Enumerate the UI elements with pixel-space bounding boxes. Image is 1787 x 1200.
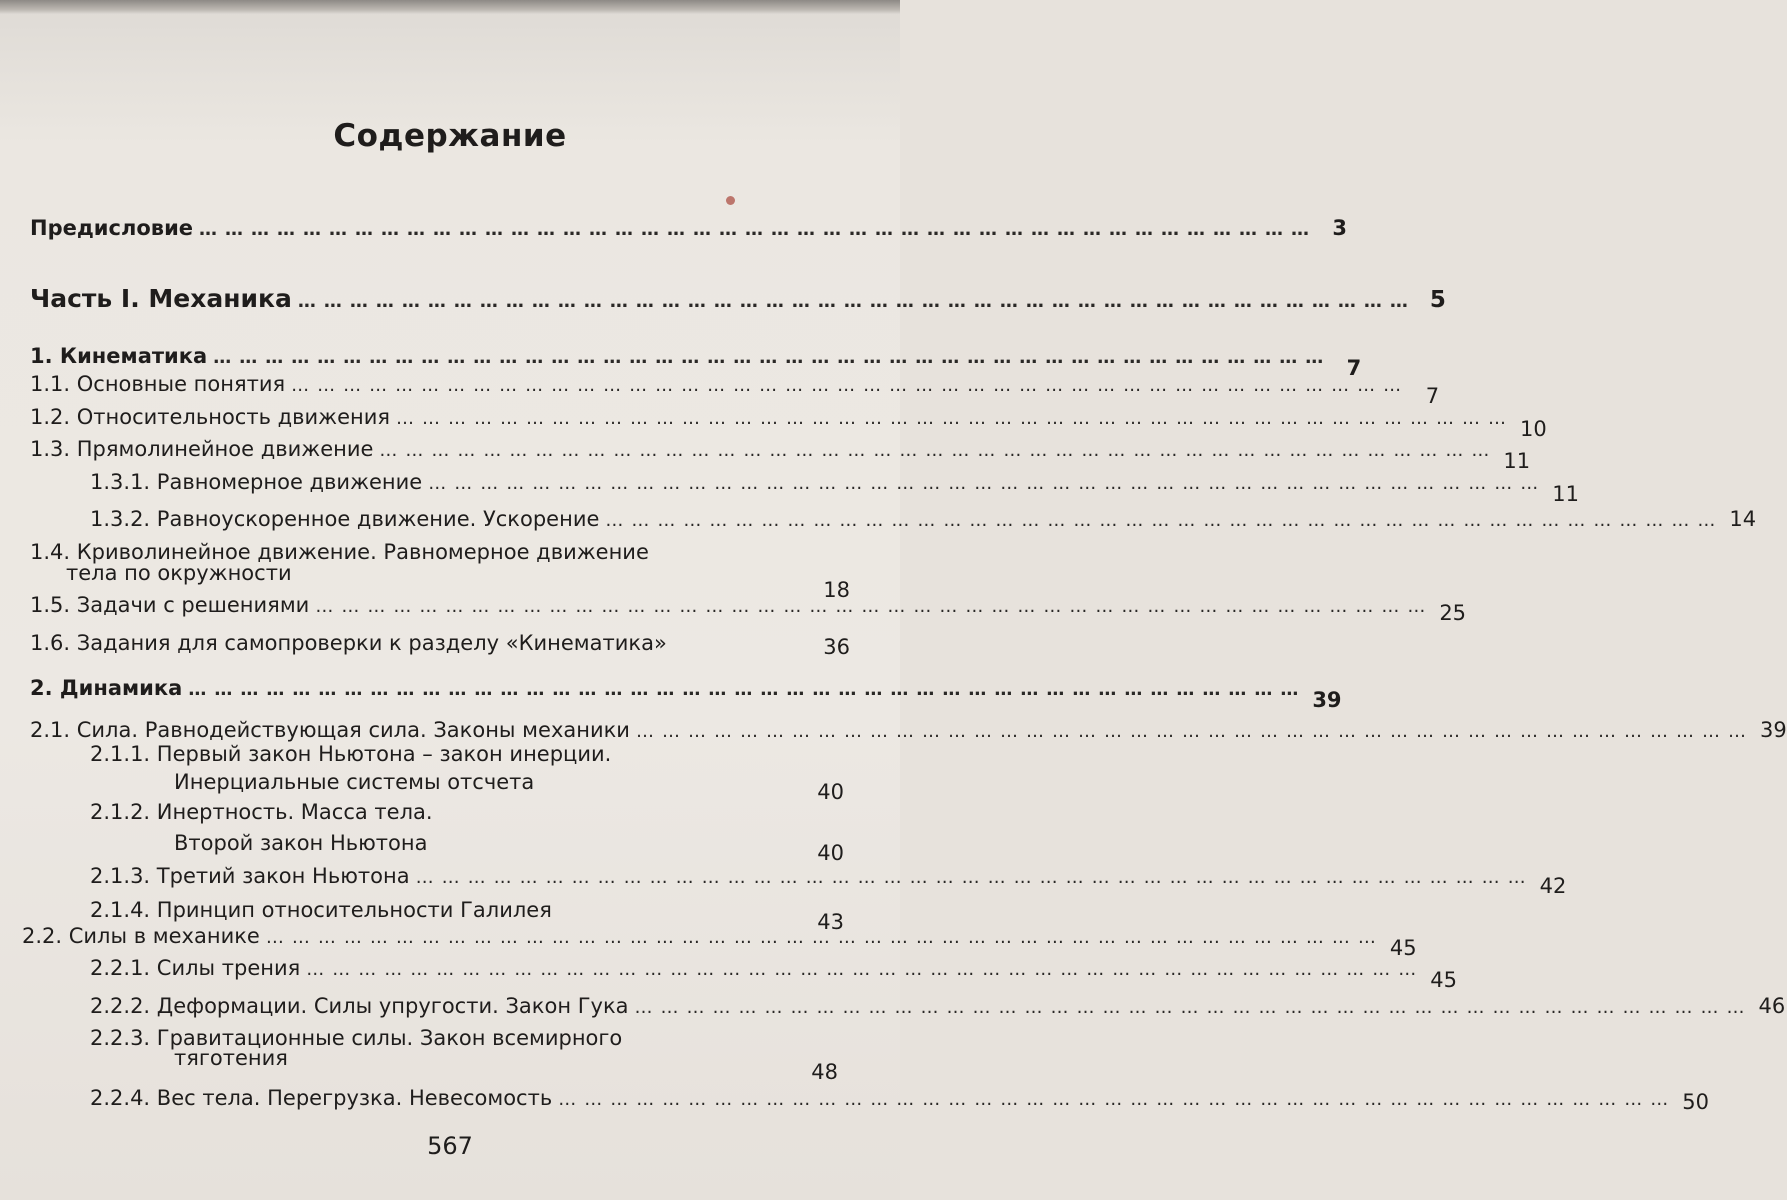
toc-entry-label: 1.3.1. Равномерное движение — [90, 470, 423, 494]
toc-entry-label: 1. Кинематика — [30, 344, 208, 368]
toc-entry[interactable] — [174, 831, 844, 865]
toc-entry-page: 18 — [823, 578, 850, 602]
toc-entry[interactable] — [22, 924, 1417, 960]
toc-entry-page: 42 — [1539, 874, 1567, 898]
toc-entry-line-1: 1.4. Криволинейное движение. Равномерное движение — [30, 540, 649, 564]
toc-entry-page: 40 — [817, 780, 844, 804]
toc-entry-label: Часть I. Механика — [30, 284, 292, 313]
toc-entry-label: 1.6. Задания для самопроверки к разделу «Кинематика» — [30, 631, 667, 655]
toc-entry[interactable] — [30, 718, 1787, 742]
toc-entry-page: 3 — [1332, 216, 1348, 240]
toc-entry-label: тяготения — [174, 1046, 288, 1070]
toc-entry-page: 50 — [1682, 1090, 1709, 1114]
toc-entry[interactable] — [174, 1046, 838, 1084]
toc-entry-label: 1.1. Основные понятия — [30, 372, 286, 396]
toc-entry[interactable] — [174, 770, 844, 804]
toc-entry-page: 39 — [1759, 718, 1787, 742]
toc-entry-chapter-1[interactable] — [30, 344, 1362, 380]
toc-entry-label: 1.3.2. Равноускоренное движение. Ускорение — [90, 507, 600, 531]
toc-entry-label: 1.5. Задачи с решениями — [30, 593, 310, 617]
leader-dots: ………………………………………………………………………………………………………………… — [558, 1089, 1677, 1110]
page-number: 567 — [427, 1132, 473, 1160]
toc-entry-label: 2. Динамика — [30, 676, 183, 700]
toc-entry[interactable] — [30, 437, 1531, 473]
toc-entry[interactable] — [90, 470, 1579, 506]
toc-entry-preface[interactable] — [30, 204, 1348, 240]
toc-entry[interactable] — [90, 507, 1757, 531]
leader-dots: ………………………………………………………………………………………………………………… — [379, 440, 1498, 461]
leader-dots: ………………………………………………………………………………………………………………… — [291, 375, 1410, 396]
toc-entry-chapter-2[interactable] — [30, 676, 1342, 712]
leader-dots: ………………………………………………………………………………………………………………… — [297, 291, 1416, 312]
leader-dots: ………………………………………………………………………………………………………………… — [265, 927, 1384, 948]
toc-entry-page: 11 — [1552, 482, 1579, 506]
toc-entry-label: 2.1. Сила. Равнодействующая сила. Законы механики — [30, 718, 630, 742]
toc-entry[interactable] — [66, 561, 850, 602]
toc-entry-page: 45 — [1430, 968, 1458, 992]
leader-dots: ………………………………………………………………………………………………………………… — [315, 596, 1434, 617]
toc-entry-label: 2.2.2. Деформации. Силы упругости. Закон Гука — [90, 994, 629, 1018]
leader-dots: ………………………………………………………………………………………………………………… — [605, 510, 1724, 531]
toc-entry-page: 7 — [1425, 384, 1440, 408]
leader-dots: ………………………………………………………………………………………………………………… — [199, 219, 1318, 240]
toc-entry[interactable] — [90, 898, 844, 934]
leader-dots: ………………………………………………………………………………………………………………… — [188, 679, 1307, 700]
leader-dots: ………………………………………………………………………………………………………………… — [635, 721, 1754, 742]
toc-entry-page: 40 — [817, 841, 844, 865]
toc-entry-label: 1.3. Прямолинейное движение — [30, 437, 374, 461]
toc-entry-label: 2.2.4. Вес тела. Перегрузка. Невесомость — [90, 1086, 553, 1110]
toc-entry-label: 2.2.1. Силы трения — [90, 956, 301, 980]
toc-entry-page: 5 — [1429, 287, 1446, 313]
toc-entry[interactable] — [30, 372, 1440, 408]
leader-dots: ………………………………………………………………………………………………………………… — [213, 347, 1332, 368]
toc-entry[interactable] — [30, 631, 850, 659]
toc-entry-label: Инерциальные системы отсчета — [174, 770, 535, 794]
toc-entry-page: 48 — [811, 1060, 838, 1084]
leader-dots: ………………………………………………………………………………………………………………… — [396, 408, 1515, 429]
toc-entry-line-1: 2.1.2. Инертность. Масса тела. — [90, 800, 433, 824]
toc-entry-page: 10 — [1520, 417, 1547, 441]
toc-entry[interactable] — [30, 405, 1547, 441]
toc-entry-page: 7 — [1346, 356, 1362, 380]
toc-entry-page: 46 — [1758, 994, 1786, 1018]
toc-entry-part-1[interactable] — [30, 284, 1446, 313]
toc-entry-label: 2.1.4. Принцип относительности Галилея — [90, 898, 552, 922]
leader-dots: ………………………………………………………………………………………………………………… — [415, 867, 1534, 888]
toc-entry-page: 45 — [1389, 936, 1417, 960]
toc-entry-label: 1.2. Относительность движения — [30, 405, 391, 429]
leader-dots: ………………………………………………………………………………………………………………… — [306, 959, 1425, 980]
toc-entry-line-1: 2.1.1. Первый закон Ньютона – закон инерции. — [90, 742, 612, 766]
toc-entry-line-1: 2.2.3. Гравитационные силы. Закон всемирного — [90, 1026, 623, 1050]
toc-entry[interactable] — [30, 593, 1467, 625]
toc-entry-label: Предисловие — [30, 216, 194, 240]
page-title: Содержание — [333, 118, 567, 154]
toc-entry-label: 2.2. Силы в механике — [22, 924, 260, 948]
toc-entry-page: 14 — [1729, 507, 1757, 531]
toc-entry[interactable] — [90, 1086, 1709, 1114]
toc-entry[interactable] — [90, 994, 1786, 1018]
toc-entry-label: тела по окружности — [66, 561, 292, 585]
toc-entry-page: 39 — [1312, 688, 1342, 712]
toc-entry-label: Второй закон Ньютона — [174, 831, 428, 855]
toc-entry-page: 25 — [1439, 601, 1467, 625]
toc-entry[interactable] — [90, 956, 1458, 992]
toc-entry-page: 11 — [1503, 449, 1531, 473]
toc-entry[interactable] — [90, 864, 1567, 898]
toc-entry-label: 2.1.3. Третий закон Ньютона — [90, 864, 410, 888]
leader-dots: ………………………………………………………………………………………………………………… — [634, 997, 1753, 1018]
leader-dots: ………………………………………………………………………………………………………………… — [428, 473, 1547, 494]
toc-entry-page: 43 — [817, 910, 844, 934]
toc-entry-page: 36 — [823, 635, 850, 659]
